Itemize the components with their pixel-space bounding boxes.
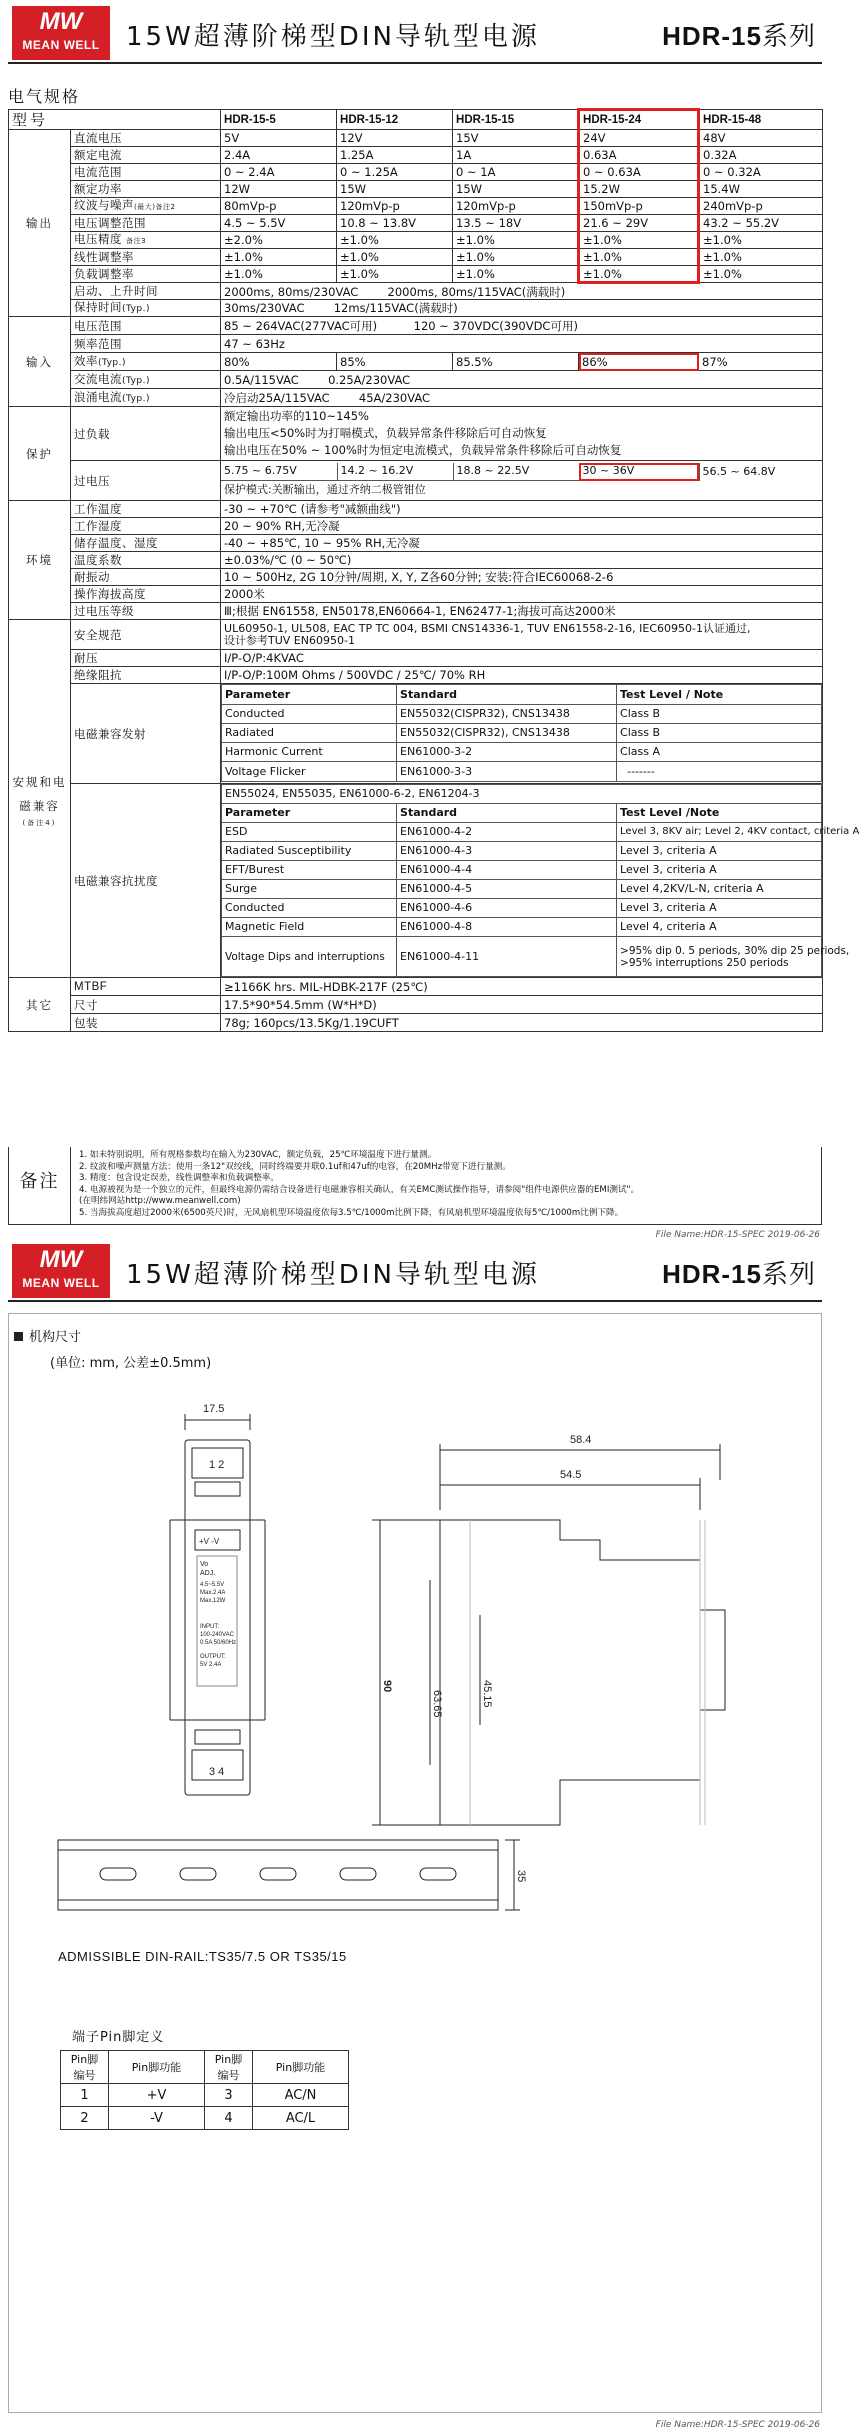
table-row: 温度系数 ±0.03%/℃ (0 ~ 50℃)	[9, 552, 823, 569]
notes-text: 1. 如未特别说明，所有规格参数均在输入为230VAC，额定负载，25℃环境温度下进行量测。 2. 纹波和噪声测量方法：使用一条12"双绞线，同时终端要并联0.1uf和47uf的电容，在20MHz带宽下进行量测。 3. 精度：包含设定误差，线性调整率和负载调整率。 4. 电源被视为是一个独立的元件，但最终电源仍需结合设备进行电磁兼容相关确认，有关EMC测试操作指导，请参阅"组件电源供应器的EMI测试"。 (在明纬网站http://www.meanwell.com) 5. 当海拔高度超过2000米(6500英尺)时，无风扇机型环境温度依每3.5℃/1000m比例下降，有风扇机型环境温度依每5℃/1000m比例下降。	[79, 1150, 640, 1218]
svg-text:5V 2.4A: 5V 2.4A	[200, 1662, 222, 1668]
table-row: 线性调整率 ±1.0% ±1.0% ±1.0% ±1.0% ±1.0%	[9, 249, 823, 266]
page-title: 15W超薄阶梯型DIN导轨型电源	[126, 22, 540, 52]
table-row: 操作海拔高度 2000米	[9, 586, 823, 603]
meanwell-logo: MW MEAN WELL	[12, 1244, 110, 1298]
table-row: 绝缘阻抗 I/P-O/P:100M Ohms / 500VDC / 25℃/ 70% RH	[9, 667, 823, 684]
model-series: HDR-15系列	[662, 21, 816, 52]
table-row: 输入 电压范围 85 ~ 264VAC(277VAC可用) 120 ~ 370VDC(390VDC可用)	[9, 317, 823, 335]
table-row: 浪涌电流(Typ.) 冷启动25A/115VAC 45A/230VAC	[9, 389, 823, 407]
table-row: 其它 MTBF ≥1166K hrs. MIL-HDBK-217F (25℃)	[9, 978, 823, 996]
emc-immunity-table: EN55024, EN55035, EN61000-6-2, EN61204-3 Parameter Standard Test Level /Note ESD EN61000-4-2 Level 3, 8KV air; Level 2, 4KV contact, criteria A Radiated Susceptibility EN61000-4-3 Level 3, criteria A EFT/Burest EN61000-4-4 Level 3, criteria A Surge EN61000-4-5 Level 4,2KV/L-N, criteria A Conducted EN61000-4-6 Level 3, criteria A Magnetic Field EN61000-4-8 Level 4, criteria A Voltage Dips and interruptions EN61000-4-11 >95% dip 0. 5 periods, 30% dip 25 periods, >95% interruptions 250 periods	[221, 784, 822, 977]
table-row: 耐压 I/P-O/P:4KVAC	[9, 650, 823, 667]
notes-box: 备注 1. 如未特别说明，所有规格参数均在输入为230VAC，额定负载，25℃环境温度下进行量测。 2. 纹波和噪声测量方法：使用一条12"双绞线，同时终端要并联0.1uf和47uf的电容，在20MHz带宽下进行量测。 3. 精度：包含设定误差，线性调整率和负载调整率。 4. 电源被视为是一个独立的元件，但最终电源仍需结合设备进行电磁兼容相关确认，有关EMC测试操作指导，请参阅"组件电源供应器的EMI测试"。 (在明纬网站http://www.meanwell.com) 5. 当海拔高度超过2000米(6500英尺)时，无风扇机型环境温度依每3.5℃/1000m比例下降，有风扇机型环境温度依每5℃/1000m比例下降。	[8, 1147, 822, 1225]
table-row: 环境 工作温度 -30 ~ +70℃ (请参考"减额曲线")	[9, 501, 823, 518]
table-row: 尺寸 17.5*90*54.5mm (W*H*D)	[9, 996, 823, 1014]
table-row: 效率(Typ.) 80% 85% 85.5% 86% 87%	[9, 353, 823, 371]
table-row: 保持时间(Typ.) 30ms/230VAC 12ms/115VAC(满载时)	[9, 300, 823, 317]
meanwell-logo: MW MEAN WELL	[12, 6, 110, 60]
table-row: 电磁兼容发射 Parameter Standard Test Level / Note Conducted EN55032(CISPR32), CNS13438 Class B Radiated EN55032(CISPR32), CNS13438 Class B Harmonic Current EN61000-3-2 Class A Voltage Flicker EN61000-3-3 -------	[9, 684, 823, 784]
svg-text:3 4: 3 4	[209, 1766, 225, 1778]
table-row: 电压调整范围 4.5 ~ 5.5V 10.8 ~ 13.8V 13.5 ~ 18V 21.6 ~ 29V 43.2 ~ 55.2V	[9, 215, 823, 232]
table-row: 电流范围 0 ~ 2.4A 0 ~ 1.25A 0 ~ 1A 0 ~ 0.63A 0 ~ 0.32A	[9, 164, 823, 181]
svg-text:90: 90	[381, 1680, 393, 1693]
pin-table	[60, 2050, 349, 2130]
table-row: 储存温度、湿度 -40 ~ +85℃, 10 ~ 95% RH,无冷凝	[9, 535, 823, 552]
svg-text:45.15: 45.15	[481, 1680, 493, 1708]
emc-emission-table: Parameter Standard Test Level / Note Conducted EN55032(CISPR32), CNS13438 Class B Radiated EN55032(CISPR32), CNS13438 Class B Harmonic Current EN61000-3-2 Class A Voltage Flicker EN61000-3-3 -------	[221, 684, 822, 782]
table-row: 交流电流(Typ.) 0.5A/115VAC 0.25A/230VAC	[9, 371, 823, 389]
table-row: 型号 HDR-15-5 HDR-15-12 HDR-15-15 HDR-15-24 HDR-15-48	[9, 110, 823, 130]
svg-text:Max.2.4A: Max.2.4A	[200, 1590, 226, 1596]
svg-text:63.65: 63.65	[431, 1690, 443, 1718]
svg-text:54.5: 54.5	[560, 1469, 582, 1481]
svg-text:35: 35	[515, 1870, 527, 1883]
table-row: 保护 过负载 额定输出功率的110~145% 输出电压<50%时为打嗝模式，负载异常条件移除后可自动恢复 输出电压在50% ~ 100%时为恒定电流模式，负载异常条件移除后可自动恢复	[9, 407, 823, 461]
mechanical-title: 机构尺寸	[14, 1326, 81, 1345]
page2-header	[8, 1240, 822, 1302]
svg-text:+V -V: +V -V	[199, 1537, 220, 1546]
table-row: 输出 直流电压 5V 12V 15V 24V 48V	[9, 130, 823, 147]
svg-text:17.5: 17.5	[203, 1403, 225, 1415]
table-row: 纹波与噪声(最大)备注2 80mVp-p 120mVp-p 120mVp-p 150mVp-p 240mVp-p	[9, 198, 823, 215]
svg-text:OUTPUT:: OUTPUT:	[200, 1654, 226, 1660]
table-row: Pin脚编号 Pin脚功能 Pin脚编号 Pin脚功能	[61, 2051, 349, 2084]
table-row: 额定电流 2.4A 1.25A 1A 0.63A 0.32A	[9, 147, 823, 164]
spec-table	[8, 108, 859, 1032]
svg-text:100-240VAC: 100-240VAC	[200, 1632, 234, 1638]
svg-text:Vo: Vo	[200, 1561, 209, 1568]
table-row: 过电压等级 Ⅲ;根据 EN61558, EN50178,EN60664-1, EN62477-1;海拔可高达2000米	[9, 603, 823, 620]
table-row: 电压精度 备注3 ±2.0% ±1.0% ±1.0% ±1.0% ±1.0%	[9, 232, 823, 249]
svg-text:ADJ.: ADJ.	[200, 1570, 216, 1577]
svg-text:1 2: 1 2	[209, 1459, 225, 1471]
pin-table-title: 端子Pin脚定义	[72, 2030, 165, 2045]
table-row: 2 -V 4 AC/L	[61, 2107, 349, 2130]
table-row: 启动、上升时间 2000ms, 80ms/230VAC 2000ms, 80ms/115VAC(满载时)	[9, 283, 823, 300]
mechanical-drawing	[0, 1370, 830, 1950]
table-row: 电磁兼容抗扰度 EN55024, EN55035, EN61000-6-2, EN61204-3 Parameter Standard Test Level /Note ESD EN61000-4-2 Level 3, 8KV air; Level 2, 4KV contact, criteria A Radiated Susceptibility EN61000-4-3 Level 3, criteria A EFT/Burest EN61000-4-4 Level 3, criteria A Surge EN61000-4-5 Level 4,2KV/L-N, criteria A Conducted EN61000-4-6 Level 3, criteria A Magnetic Field EN61000-4-8 Level 4, criteria A Voltage Dips and interruptions EN61000-4-11 >95% dip 0. 5 periods, 30% dip 25 periods, >95% interruptions 250 periods	[9, 784, 823, 978]
table-row: 负载调整率 ±1.0% ±1.0% ±1.0% ±1.0% ±1.0%	[9, 266, 823, 283]
svg-text:INPUT:: INPUT:	[200, 1624, 220, 1630]
table-row: 包装 78g; 160pcs/13.5Kg/1.19CUFT	[9, 1014, 823, 1032]
file-name: File Name:HDR-15-SPEC 2019-06-26	[655, 2420, 820, 2430]
table-row: 额定功率 12W 15W 15W 15.2W 15.4W	[9, 181, 823, 198]
page1-header	[8, 2, 822, 64]
svg-text:Max.12W: Max.12W	[200, 1598, 226, 1604]
table-row: 耐振动 10 ~ 500Hz, 2G 10分钟/周期, X, Y, Z各60分钟; 安装:符合IEC60068-2-6	[9, 569, 823, 586]
page-title: 15W超薄阶梯型DIN导轨型电源	[126, 1260, 540, 1290]
svg-text:4.5~5.5V: 4.5~5.5V	[200, 1582, 225, 1588]
table-row: 安规和电磁兼容 (备注4) 安全规范 UL60950-1, UL508, EAC TP TC 004, BSMI CNS14336-1, TUV EN61558-2-16, IEC60950-1认证通过, 设计参考TUV EN60950-1	[9, 620, 823, 650]
table-row: 过电压 5.75 ~ 6.75V 14.2 ~ 16.2V 18.8 ~ 22.5V 30 ~ 36V 56.5 ~ 64.8V 保护模式:关断输出，通过齐纳二极管钳位	[9, 461, 823, 501]
model-series: HDR-15系列	[662, 1259, 816, 1290]
table-row: 工作湿度 20 ~ 90% RH,无冷凝	[9, 518, 823, 535]
svg-text:58.4: 58.4	[570, 1434, 592, 1446]
file-name: File Name:HDR-15-SPEC 2019-06-26	[655, 1230, 820, 1240]
table-row: 频率范围 47 ~ 63Hz	[9, 335, 823, 353]
section-title-electrical: 电气规格	[8, 87, 81, 106]
table-row: 1 +V 3 AC/N	[61, 2084, 349, 2107]
din-rail-note: ADMISSIBLE DIN-RAIL:TS35/7.5 OR TS35/15	[58, 1949, 347, 1964]
svg-text:0.5A 50/60Hz: 0.5A 50/60Hz	[200, 1640, 237, 1646]
dimension-unit: (单位: mm, 公差±0.5mm)	[50, 1356, 212, 1371]
